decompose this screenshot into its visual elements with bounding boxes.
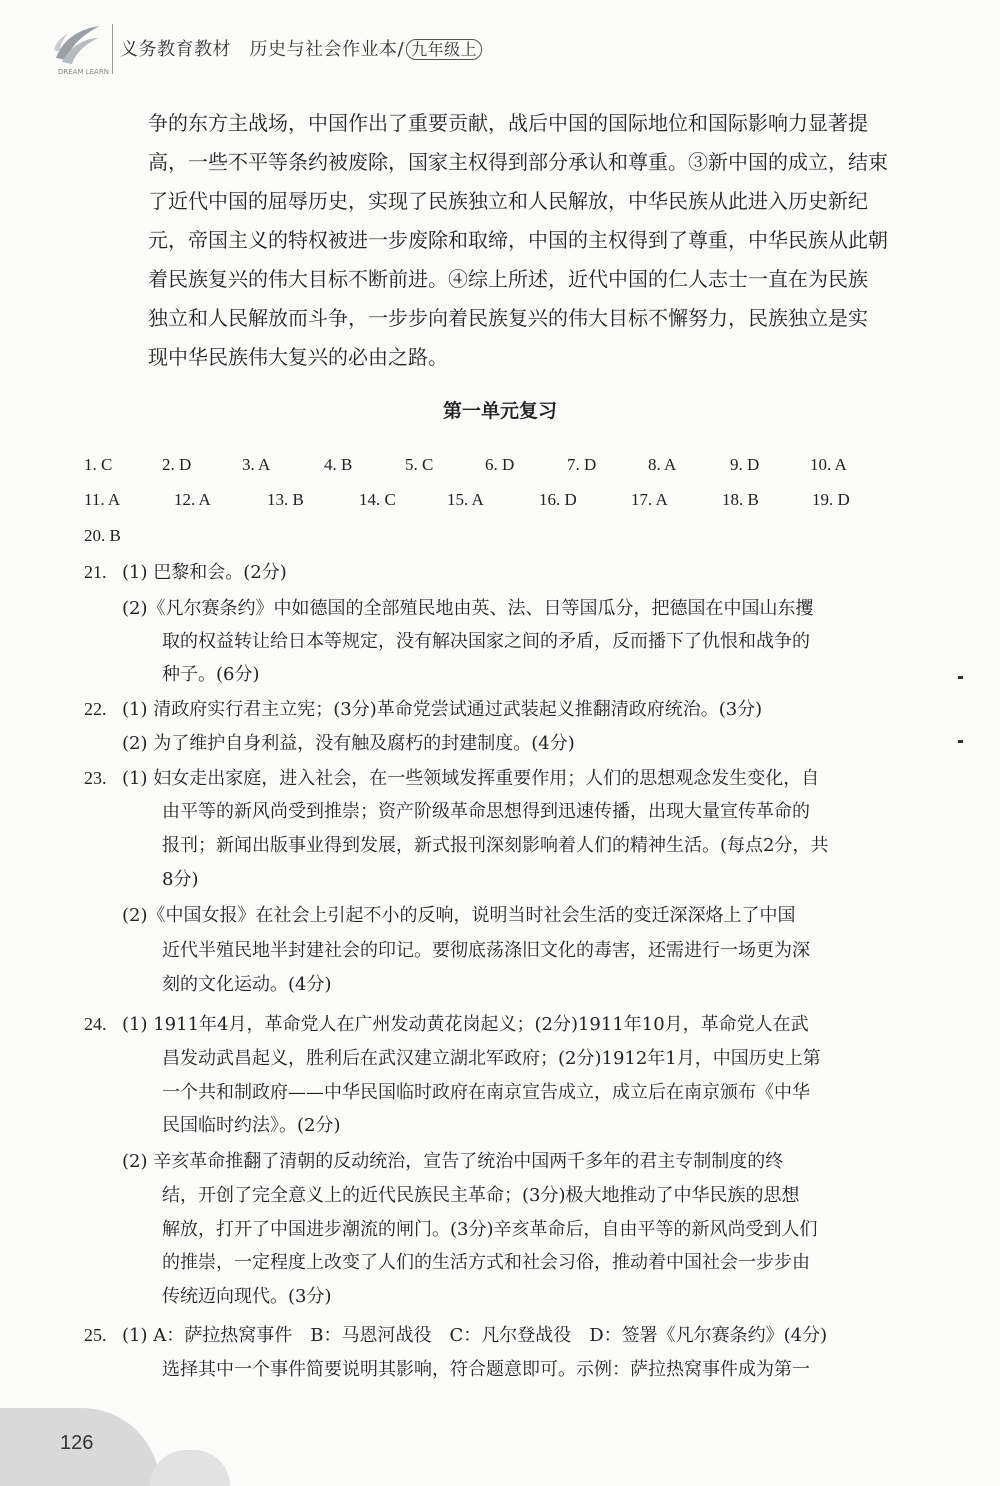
answer-line: 民国临时约法》。(2分) xyxy=(162,1115,341,1136)
mc-answer: 16. D xyxy=(539,490,577,509)
answer-line: 的推崇，一定程度上改变了人们的生活方式和社会习俗，推动着中国社会一步步由 xyxy=(162,1252,810,1273)
book-title: 义务教育教材 历史与社会作业本/ 九年级上 xyxy=(120,35,482,61)
page-number: 126 xyxy=(60,1432,94,1454)
answer-line: 由平等的新风尚受到推崇；资产阶级革命思想得到迅速传播，出现大量宣传革命的 xyxy=(162,801,810,822)
intro-line: 着民族复兴的伟大目标不断前进。④综上所述，近代中国的仁人志士一直在为民族 xyxy=(148,267,868,291)
answer-line: 8分) xyxy=(162,869,199,890)
answer-line: (2) 为了维护自身利益，没有触及腐朽的封建制度。(4分) xyxy=(122,733,575,754)
intro-paragraph xyxy=(148,104,900,377)
mc-answer: 18. B xyxy=(722,490,759,509)
intro-line: 元，帝国主义的特权被进一步废除和取缔，中国的主权得到了尊重，中华民族从此朝 xyxy=(148,228,888,252)
question-number: 21. xyxy=(84,562,107,582)
mc-answer: 11. A xyxy=(84,490,121,509)
mc-answer: 19. D xyxy=(812,490,850,509)
margin-mark xyxy=(958,676,963,679)
intro-line: 了近代中国的屈辱历史，实现了民族独立和人民解放，中华民族从此进入历史新纪 xyxy=(148,189,868,213)
question-number: 24. xyxy=(84,1014,107,1034)
answer-line: 报刊；新闻出版事业得到发展，新式报刊深刻影响着人们的精神生活。(每点2分，共 xyxy=(162,835,829,856)
mc-answer: 13. B xyxy=(267,490,304,509)
answer-line: 选择其中一个事件简要说明其影响，符合题意即可。示例：萨拉热窝事件成为第一 xyxy=(162,1359,810,1380)
mc-answer: 6. D xyxy=(485,455,515,474)
answer-line: (1) A：萨拉热窝事件 B：马恩河战役 C：凡尔登战役 D：签署《凡尔赛条约》(4分) xyxy=(122,1325,828,1346)
answer-line: 取的权益转让给日本等规定，没有解决国家之间的矛盾，反而播下了仇恨和战争的 xyxy=(162,631,810,652)
footer-decoration xyxy=(150,1450,230,1486)
mc-answer: 12. A xyxy=(174,490,211,509)
answer-line: (1) 清政府实行君主立宪；(3分)革命党尝试通过武装起义推翻清政府统治。(3分) xyxy=(122,699,763,720)
mc-answer: 4. B xyxy=(324,455,353,474)
mc-answer: 1. C xyxy=(84,455,113,474)
mc-answer: 17. A xyxy=(631,490,668,509)
mc-answer: 5. C xyxy=(405,455,434,474)
logo-text: DREAM LEARN xyxy=(58,68,109,76)
intro-line: 独立和人民解放而斗争，一步步向着民族复兴的伟大目标不懈努力，民族独立是实 xyxy=(148,306,868,330)
intro-line: 现中华民族伟大复兴的必由之路。 xyxy=(148,345,448,369)
mc-answer: 14. C xyxy=(359,490,396,509)
answer-line: (1) 1911年4月，革命党人在广州发动黄花岗起义；(2分)1911年10月，革命党人在武 xyxy=(122,1014,809,1035)
answer-line: 结，开创了完全意义上的近代民族民主革命；(3分)极大地推动了中华民族的思想 xyxy=(162,1185,800,1206)
mc-answer: 15. A xyxy=(447,490,484,509)
grade-badge: 九年级上 xyxy=(406,39,482,60)
question-number: 22. xyxy=(84,699,107,719)
answer-line: 昌发动武昌起义，胜利后在武汉建立湖北军政府；(2分)1912年1月，中国历史上第 xyxy=(162,1048,821,1069)
section-title: 第一单元复习 xyxy=(442,400,557,422)
mc-answer: 10. A xyxy=(810,455,847,474)
mc-answer: 9. D xyxy=(730,455,760,474)
mc-answer: 3. A xyxy=(242,455,271,474)
answer-line: 种子。(6分) xyxy=(162,664,260,685)
publisher-logo-icon xyxy=(50,22,104,72)
answer-line: (2) 辛亥革命推翻了清朝的反动统治，宣告了统治中国两千多年的君主专制制度的终 xyxy=(122,1151,784,1172)
book-title-text: 义务教育教材 历史与社会作业本 xyxy=(120,39,398,60)
answer-line: 解放，打开了中国进步潮流的闸门。(3分)辛亥革命后，自由平等的新风尚受到人们 xyxy=(162,1219,818,1240)
intro-line: 高，一些不平等条约被废除，国家主权得到部分承认和尊重。③新中国的成立，结束 xyxy=(148,150,888,174)
answer-line: (2)《凡尔赛条约》中如德国的全部殖民地由英、法、日等国瓜分，把德国在中国山东攫 xyxy=(122,598,814,619)
answer-line: (2)《中国女报》在社会上引起不小的反响，说明当时社会生活的变迁深深烙上了中国 xyxy=(122,905,796,926)
question-number: 23. xyxy=(84,768,107,788)
answer-line: 刻的文化运动。(4分) xyxy=(162,974,332,995)
answer-line: 传统迈向现代。(3分) xyxy=(162,1286,332,1307)
answer-line: 一个共和制政府——中华民国临时政府在南京宣告成立，成立后在南京颁布《中华 xyxy=(162,1082,810,1103)
mc-answer: 8. A xyxy=(648,455,677,474)
intro-line: 争的东方主战场，中国作出了重要贡献，战后中国的国际地位和国际影响力显著提 xyxy=(148,111,868,135)
question-number: 25. xyxy=(84,1325,107,1345)
answer-line: 近代半殖民地半封建社会的印记。要彻底荡涤旧文化的毒害，还需进行一场更为深 xyxy=(162,940,810,961)
mc-answer: 7. D xyxy=(567,455,597,474)
answer-line: (1) 巴黎和会。(2分) xyxy=(122,562,287,583)
page-header xyxy=(42,18,542,78)
mc-answer: 2. D xyxy=(162,455,192,474)
header-divider xyxy=(112,24,113,74)
mc-answer: 20. B xyxy=(84,526,121,545)
margin-mark xyxy=(958,740,963,743)
answer-line: (1) 妇女走出家庭，进入社会，在一些领域发挥重要作用；人们的思想观念发生变化，自 xyxy=(122,768,820,789)
